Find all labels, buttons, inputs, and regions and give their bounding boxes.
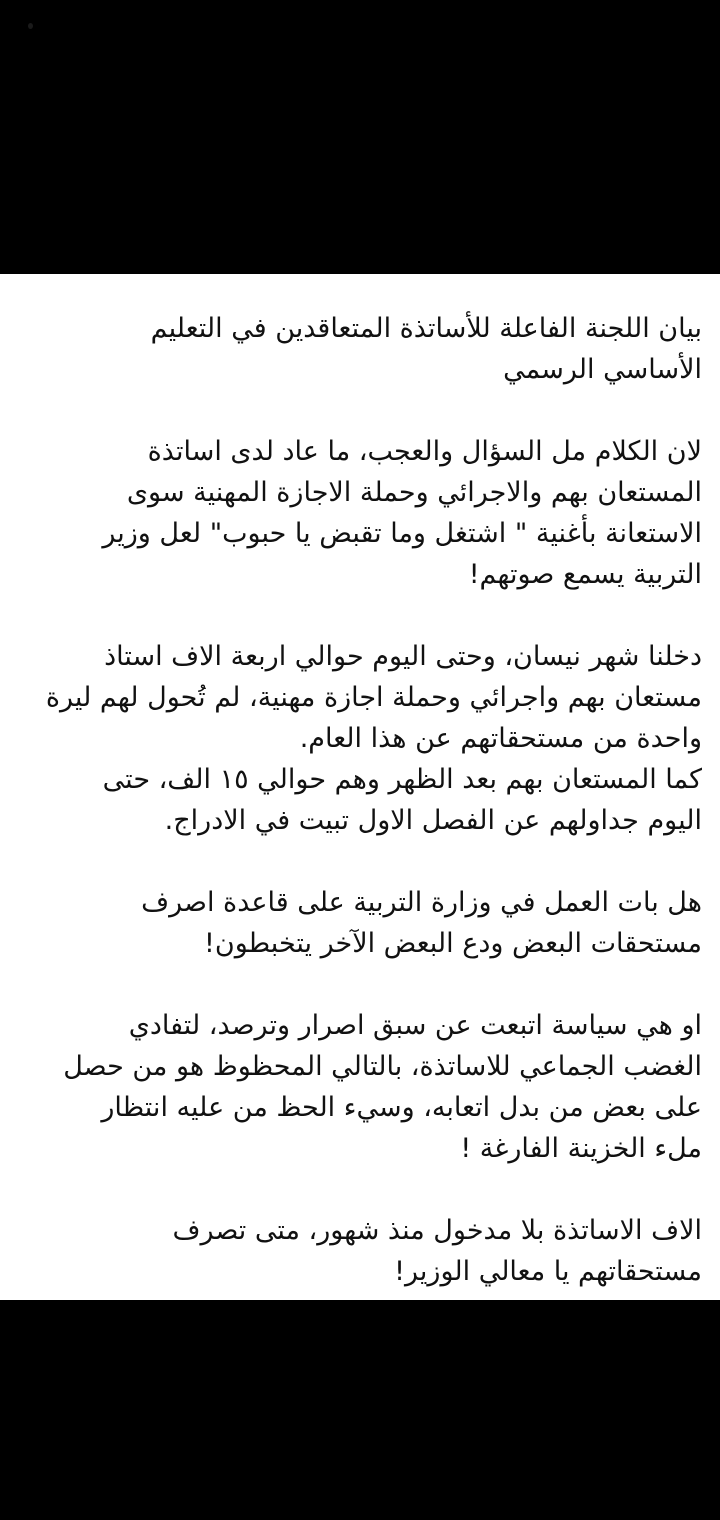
text-line: دخلنا شهر نيسان، وحتى اليوم حوالي اربعة الاف استاذ xyxy=(104,641,702,672)
text-line: الغضب الجماعي للاساتذة، بالتالي المحظوظ هو من حصل xyxy=(63,1051,702,1082)
paragraph-april xyxy=(10,636,702,841)
camera-cutout-icon xyxy=(28,23,33,29)
paragraph-question xyxy=(10,882,702,964)
statement-text xyxy=(10,308,702,1292)
text-line: اليوم جداولهم عن الفصل الاول تبيت في الادراج. xyxy=(164,805,702,836)
text-line: مستعان بهم واجرائي وحملة اجازة مهنية، لم تُحول لهم ليرة xyxy=(45,682,702,713)
statement-title xyxy=(10,308,702,390)
title-line: بيان اللجنة الفاعلة للأساتذة المتعاقدين في التعليم xyxy=(150,313,702,344)
text-line: هل بات العمل في وزارة التربية على قاعدة اصرف xyxy=(141,887,702,918)
text-line: مستحقات البعض ودع البعض الآخر يتخبطون! xyxy=(204,928,702,959)
text-line: واحدة من مستحقاتهم عن هذا العام. xyxy=(299,723,702,754)
paragraph-closing xyxy=(10,1210,702,1292)
paragraph-song xyxy=(10,431,702,595)
text-line: الاف الاساتذة بلا مدخول منذ شهور، متى تصرف xyxy=(172,1215,702,1246)
bottom-black-bar xyxy=(0,1300,720,1520)
text-line: على بعض من بدل اتعابه، وسيء الحظ من عليه انتظار xyxy=(101,1092,702,1123)
post-image[interactable] xyxy=(0,274,720,1300)
paragraph-policy xyxy=(10,1005,702,1169)
text-line: الاستعانة بأغنية " اشتغل وما تقبض يا حبوب" لعل وزير xyxy=(102,518,702,549)
text-line: او هي سياسة اتبعت عن سبق اصرار وترصد، لتفادي xyxy=(128,1010,702,1041)
text-line: مستحقاتهم يا معالي الوزير! xyxy=(394,1256,702,1287)
title-line: الأساسي الرسمي xyxy=(503,354,702,385)
text-line: ملء الخزينة الفارغة ! xyxy=(460,1133,702,1164)
text-line: كما المستعان بهم بعد الظهر وهم حوالي ١٥ الف، حتى xyxy=(102,764,702,795)
top-black-bar xyxy=(0,0,720,274)
text-line: المستعان بهم والاجرائي وحملة الاجازة المهنية سوى xyxy=(126,477,702,508)
text-line: التربية يسمع صوتهم! xyxy=(468,559,702,590)
text-line: لان الكلام مل السؤال والعجب، ما عاد لدى اساتذة xyxy=(147,436,702,467)
